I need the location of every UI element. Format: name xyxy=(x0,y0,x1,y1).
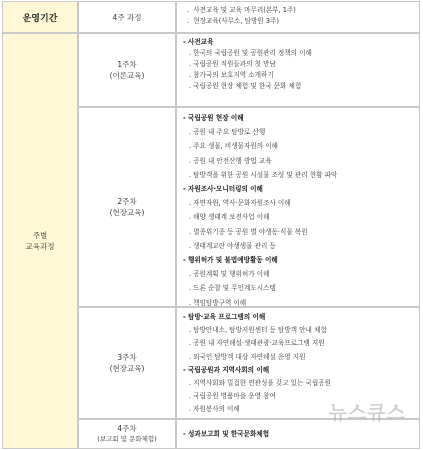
curriculum-label-line1: 주별 xyxy=(32,231,48,240)
list-item: . 주요 생물, 비생물자원의 이해 xyxy=(183,139,413,153)
week1-label: 1주차 xyxy=(117,60,137,69)
operation-period-line: . 현장교육(사무소, 탐방원 3주) xyxy=(183,16,413,27)
week2-label: 2주차 xyxy=(117,197,137,206)
section-title: - 국립공원과 지역사회의 이해 xyxy=(183,364,413,377)
section-title: - 자원조사·모니터링의 이해 xyxy=(183,182,413,196)
week1-label-cell xyxy=(78,33,176,107)
operation-period-header xyxy=(2,1,78,33)
list-item: . 탐방객을 위한 공원 시설물 조성 및 관리 현황 파악 xyxy=(183,168,413,182)
week4-sub: (보고회 및 문화체험) xyxy=(97,435,157,443)
list-item: . 멸종위기종 등 공원 별 야생동·식물 복원 xyxy=(183,225,413,239)
week2-label-cell xyxy=(78,107,176,307)
list-item: . 국립공원 명품마을 운영 참여 xyxy=(183,390,413,403)
list-item: . 국립공원 현장 체험 및 한국 문화 체험 xyxy=(183,81,413,92)
week3-label: 3주차 xyxy=(117,353,137,362)
section-title: - 성과보고회 및 한국문화체험 xyxy=(183,429,269,440)
list-item: . 자원봉사의 이해 xyxy=(183,403,413,416)
watermark: 뉴스큐스 xyxy=(328,402,406,424)
operation-period-line: . 사전교육 및 교육 마무리(본부, 1주) xyxy=(183,5,413,16)
list-item: . 생태계교란 야생생물 관리 등 xyxy=(183,239,413,253)
curriculum-table xyxy=(2,1,420,449)
section-title: - 사전교육 xyxy=(183,37,413,48)
operation-period-weeks-cell xyxy=(78,1,176,33)
curriculum-label-cell xyxy=(2,33,78,449)
week3-sub: (현장교육) xyxy=(109,364,145,373)
list-item: . 공원 내 주요 탐방로 산행 xyxy=(183,125,413,139)
list-item: . 해양 생태계 보전사업 이해 xyxy=(183,210,413,224)
list-item: . 책임탐방구역 이해 xyxy=(183,296,413,310)
list-item: . 외국인 탐방객 대상 자연해설 운영 지원 xyxy=(183,351,413,364)
week3-label-cell xyxy=(78,307,176,419)
section-title: - 국립공원 현장 이해 xyxy=(183,111,413,125)
section-title: - 탐방·교육 프로그램의 이해 xyxy=(183,311,413,324)
list-item: . 탐방안내소, 탐방지원센터 등 탐방객 안내 체험 xyxy=(183,324,413,337)
week2-sub: (현장교육) xyxy=(109,208,145,217)
list-item: . 한국의 국립공원 및 공원관리 정책의 이해 xyxy=(183,48,413,59)
week1-content xyxy=(176,33,420,107)
operation-period-label: 운영기간 xyxy=(22,13,58,24)
list-item: . 공원 내 자연해설·생태관광·교육프로그램 지원 xyxy=(183,337,413,350)
list-item: . 자연자원, 역사·문화자원조사 이해 xyxy=(183,196,413,210)
list-item: . 공원 내 안전산행 방법 교육 xyxy=(183,154,413,168)
week2-content xyxy=(176,107,420,307)
list-item: . 지역사회와 밀접한 연관성을 갖고 있는 국립공원 xyxy=(183,377,413,390)
section-title: - 행위허가 및 불법예방활동 이해 xyxy=(183,253,413,267)
week4-label-cell xyxy=(78,419,176,449)
list-item: . 공원계획 및 행위허가 이해 xyxy=(183,267,413,281)
operation-period-weeks: 4주 과정 xyxy=(112,12,142,22)
curriculum-label-line2: 교육과정 xyxy=(25,242,55,251)
week4-label: 4주차 xyxy=(117,424,137,433)
list-item: . 드론 순찰 및 무인계도시스템 xyxy=(183,281,413,295)
week1-sub: (이론교육) xyxy=(109,71,145,80)
list-item: . 참가국의 보호지역 소개하기 xyxy=(183,70,413,81)
operation-period-detail xyxy=(176,1,420,33)
list-item: . 국립공원 직원들과의 첫 만남 xyxy=(183,59,413,70)
